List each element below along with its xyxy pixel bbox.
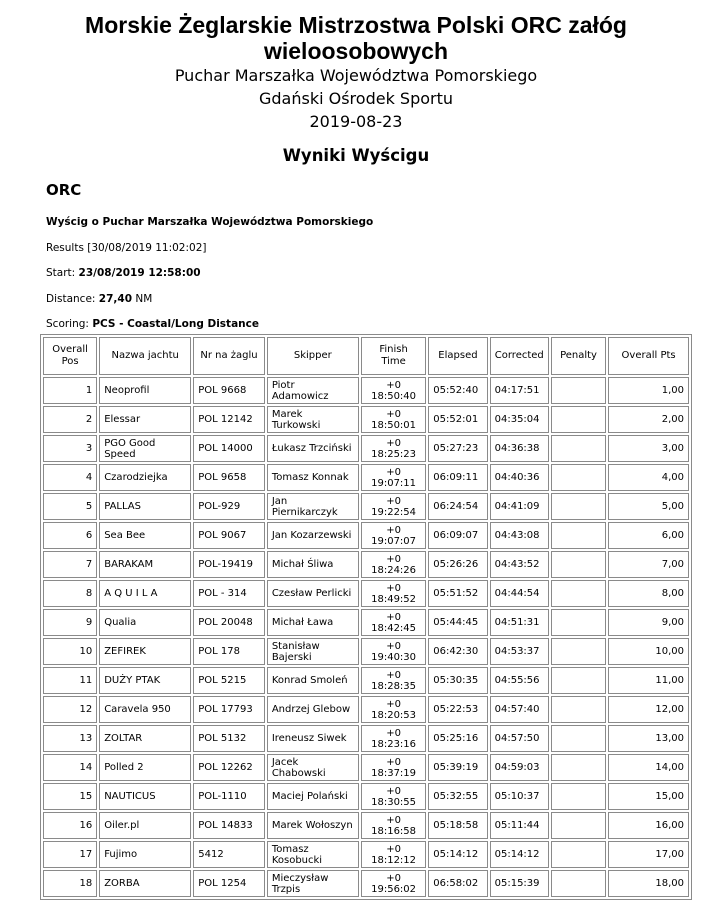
cell-sail: POL-19419 xyxy=(193,551,265,578)
cell-yacht: ZOLTAR xyxy=(99,725,191,752)
cell-skipper: Andrzej Glebow xyxy=(267,696,359,723)
finish-clock-time: 18:50:01 xyxy=(371,419,417,431)
cell-penalty xyxy=(551,667,606,694)
cell-penalty xyxy=(551,870,606,897)
cell-elapsed: 06:09:07 xyxy=(428,522,487,549)
cell-skipper: Stanisław Bajerski xyxy=(267,638,359,665)
cell-corrected: 04:43:52 xyxy=(490,551,549,578)
cell-finish xyxy=(361,580,426,607)
cell-sail: POL-1110 xyxy=(193,783,265,810)
finish-day-offset: +0 xyxy=(386,437,401,449)
cell-sail: POL 12142 xyxy=(193,406,265,433)
finish-clock-time: 18:24:26 xyxy=(371,564,417,576)
cell-sail: POL 5215 xyxy=(193,667,265,694)
cell-pos: 13 xyxy=(43,725,97,752)
cell-skipper: Marek Turkowski xyxy=(267,406,359,433)
finish-clock-time: 18:20:53 xyxy=(371,709,417,721)
cell-pos: 3 xyxy=(43,435,97,462)
cell-yacht: BARAKAM xyxy=(99,551,191,578)
cell-corrected: 04:35:04 xyxy=(490,406,549,433)
cell-penalty xyxy=(551,435,606,462)
cell-pos: 1 xyxy=(43,377,97,404)
finish-day-offset: +0 xyxy=(386,582,401,594)
event-date: 2019-08-23 xyxy=(309,112,403,131)
cell-sail: POL 5132 xyxy=(193,725,265,752)
cell-elapsed: 05:26:26 xyxy=(428,551,487,578)
class-name: ORC xyxy=(46,181,82,199)
col-header-skipper: Skipper xyxy=(267,337,359,375)
finish-day-offset: +0 xyxy=(386,611,401,623)
cell-pos: 6 xyxy=(43,522,97,549)
cell-penalty xyxy=(551,551,606,578)
cell-yacht: PALLAS xyxy=(99,493,191,520)
organizer: Gdański Ośrodek Sportu xyxy=(258,89,454,108)
cell-penalty xyxy=(551,754,606,781)
cell-penalty xyxy=(551,841,606,868)
cell-sail: POL 9658 xyxy=(193,464,265,491)
cell-yacht: Caravela 950 xyxy=(99,696,191,723)
table-row xyxy=(43,377,689,404)
table-row xyxy=(43,754,689,781)
cell-finish xyxy=(361,551,426,578)
finish-clock-time: 19:40:30 xyxy=(371,651,417,663)
cell-elapsed: 05:14:12 xyxy=(428,841,487,868)
cell-corrected: 05:14:12 xyxy=(490,841,549,868)
scoring-label: Scoring: xyxy=(46,318,89,330)
cell-corrected: 04:55:56 xyxy=(490,667,549,694)
finish-day-offset: +0 xyxy=(386,408,401,420)
cell-penalty xyxy=(551,580,606,607)
cell-finish xyxy=(361,870,426,897)
cell-corrected: 05:10:37 xyxy=(490,783,549,810)
cell-yacht: DUŻY PTAK xyxy=(99,667,191,694)
scoring-value: PCS - Coastal/Long Distance xyxy=(92,318,259,330)
table-row xyxy=(43,638,689,665)
finish-day-offset: +0 xyxy=(386,524,401,536)
table-row xyxy=(43,522,689,549)
cell-finish xyxy=(361,377,426,404)
cell-finish xyxy=(361,522,426,549)
cell-penalty xyxy=(551,493,606,520)
cell-elapsed: 05:39:19 xyxy=(428,754,487,781)
cell-yacht: Neoprofil xyxy=(99,377,191,404)
cell-skipper: Tomasz Konnak xyxy=(267,464,359,491)
cell-pos: 9 xyxy=(43,609,97,636)
cell-pts: 13,00 xyxy=(608,725,689,752)
cell-sail: POL-929 xyxy=(193,493,265,520)
cell-skipper: Mieczysław Trzpis xyxy=(267,870,359,897)
table-row xyxy=(43,493,689,520)
cell-skipper: Marek Wołoszyn xyxy=(267,812,359,839)
finish-clock-time: 18:28:35 xyxy=(371,680,417,692)
cell-corrected: 05:15:39 xyxy=(490,870,549,897)
col-header-penalty: Penalty xyxy=(551,337,606,375)
cell-elapsed: 05:22:53 xyxy=(428,696,487,723)
cell-finish xyxy=(361,783,426,810)
cell-pts: 17,00 xyxy=(608,841,689,868)
cell-penalty xyxy=(551,696,606,723)
cell-finish xyxy=(361,493,426,520)
race-name: Wyścig o Puchar Marszałka Województwa Pomorskiego xyxy=(46,216,374,228)
cell-pos: 14 xyxy=(43,754,97,781)
cell-elapsed: 05:30:35 xyxy=(428,667,487,694)
table-row xyxy=(43,406,689,433)
finish-clock-time: 18:42:45 xyxy=(371,622,417,634)
cell-sail: POL 14833 xyxy=(193,812,265,839)
cell-finish xyxy=(361,696,426,723)
cell-yacht: Polled 2 xyxy=(99,754,191,781)
cell-penalty xyxy=(551,783,606,810)
finish-clock-time: 18:30:55 xyxy=(371,796,417,808)
table-row xyxy=(43,435,689,462)
table-row xyxy=(43,609,689,636)
cell-pts: 5,00 xyxy=(608,493,689,520)
table-row xyxy=(43,551,689,578)
table-header-row xyxy=(43,337,689,375)
cell-elapsed: 06:58:02 xyxy=(428,870,487,897)
cell-sail: POL 12262 xyxy=(193,754,265,781)
cell-pts: 8,00 xyxy=(608,580,689,607)
cell-sail: POL 9668 xyxy=(193,377,265,404)
cell-skipper: Konrad Smoleń xyxy=(267,667,359,694)
table-row xyxy=(43,580,689,607)
cell-corrected: 04:40:36 xyxy=(490,464,549,491)
event-subtitle: Puchar Marszałka Województwa Pomorskiego xyxy=(174,66,538,85)
cell-penalty xyxy=(551,406,606,433)
section-title: Wyniki Wyścigu xyxy=(282,146,430,165)
cell-pts: 18,00 xyxy=(608,870,689,897)
distance-value: 27,40 xyxy=(98,293,133,305)
cell-skipper: Maciej Polański xyxy=(267,783,359,810)
col-header-pos: Overall Pos xyxy=(43,337,97,375)
finish-clock-time: 19:07:11 xyxy=(371,477,417,489)
cell-yacht: Elessar xyxy=(99,406,191,433)
cell-corrected: 04:41:09 xyxy=(490,493,549,520)
start-line xyxy=(46,267,201,279)
cell-elapsed: 05:32:55 xyxy=(428,783,487,810)
cell-pos: 10 xyxy=(43,638,97,665)
cell-penalty xyxy=(551,522,606,549)
finish-day-offset: +0 xyxy=(386,553,401,565)
col-header-elapsed: Elapsed xyxy=(428,337,487,375)
table-row xyxy=(43,841,689,868)
cell-sail: POL 14000 xyxy=(193,435,265,462)
cell-pos: 18 xyxy=(43,870,97,897)
table-row xyxy=(43,696,689,723)
cell-yacht: Oiler.pl xyxy=(99,812,191,839)
cell-elapsed: 05:27:23 xyxy=(428,435,487,462)
finish-clock-time: 18:50:40 xyxy=(371,390,417,402)
cell-corrected: 04:17:51 xyxy=(490,377,549,404)
cell-skipper: Jacek Chabowski xyxy=(267,754,359,781)
cell-sail: POL 1254 xyxy=(193,870,265,897)
cell-yacht: NAUTICUS xyxy=(99,783,191,810)
finish-day-offset: +0 xyxy=(386,669,401,681)
cell-sail: POL 178 xyxy=(193,638,265,665)
finish-day-offset: +0 xyxy=(386,379,401,391)
cell-skipper: Ireneusz Siwek xyxy=(267,725,359,752)
cell-skipper: Czesław Perlicki xyxy=(267,580,359,607)
cell-pts: 11,00 xyxy=(608,667,689,694)
finish-day-offset: +0 xyxy=(386,872,401,884)
cell-pts: 1,00 xyxy=(608,377,689,404)
finish-day-offset: +0 xyxy=(386,698,401,710)
table-row xyxy=(43,870,689,897)
finish-day-offset: +0 xyxy=(386,466,401,478)
cell-penalty xyxy=(551,725,606,752)
cell-corrected: 05:11:44 xyxy=(490,812,549,839)
event-title: Morskie Żeglarskie Mistrzostwa Polski ORC załóg wieloosobowych xyxy=(85,12,627,64)
finish-day-offset: +0 xyxy=(386,640,401,652)
table-row xyxy=(43,783,689,810)
scoring-line xyxy=(46,318,259,330)
cell-pts: 16,00 xyxy=(608,812,689,839)
cell-elapsed: 05:52:40 xyxy=(428,377,487,404)
cell-pos: 12 xyxy=(43,696,97,723)
finish-clock-time: 18:12:12 xyxy=(371,854,417,866)
cell-finish xyxy=(361,667,426,694)
finish-day-offset: +0 xyxy=(386,843,401,855)
cell-skipper: Jan Piernikarczyk xyxy=(267,493,359,520)
cell-penalty xyxy=(551,609,606,636)
cell-pos: 7 xyxy=(43,551,97,578)
start-label: Start: xyxy=(46,267,76,279)
distance-label: Distance: xyxy=(46,293,96,305)
finish-day-offset: +0 xyxy=(386,495,401,507)
cell-finish xyxy=(361,638,426,665)
cell-finish xyxy=(361,841,426,868)
results-timestamp: [30/08/2019 11:02:02] xyxy=(87,242,207,254)
results-label: Results xyxy=(46,242,84,254)
finish-day-offset: +0 xyxy=(386,727,401,739)
table-row xyxy=(43,725,689,752)
cell-pts: 12,00 xyxy=(608,696,689,723)
cell-pts: 9,00 xyxy=(608,609,689,636)
col-header-pts: Overall Pts xyxy=(608,337,689,375)
col-header-sail: Nr na żaglu xyxy=(193,337,265,375)
cell-sail: POL 17793 xyxy=(193,696,265,723)
cell-corrected: 04:51:31 xyxy=(490,609,549,636)
cell-pts: 14,00 xyxy=(608,754,689,781)
col-header-corrected: Corrected xyxy=(490,337,549,375)
results-line xyxy=(46,242,206,254)
col-header-yacht: Nazwa jachtu xyxy=(99,337,191,375)
distance-line xyxy=(46,293,152,305)
cell-sail: POL - 314 xyxy=(193,580,265,607)
cell-elapsed: 05:51:52 xyxy=(428,580,487,607)
cell-pts: 7,00 xyxy=(608,551,689,578)
cell-pts: 4,00 xyxy=(608,464,689,491)
cell-elapsed: 05:52:01 xyxy=(428,406,487,433)
cell-yacht: PGO Good Speed xyxy=(99,435,191,462)
finish-clock-time: 18:16:58 xyxy=(371,825,417,837)
cell-skipper: Łukasz Trzciński xyxy=(267,435,359,462)
finish-day-offset: +0 xyxy=(386,814,401,826)
cell-yacht: ZORBA xyxy=(99,870,191,897)
cell-corrected: 04:43:08 xyxy=(490,522,549,549)
finish-clock-time: 18:49:52 xyxy=(371,593,417,605)
cell-skipper: Michał Ława xyxy=(267,609,359,636)
col-header-finish: Finish Time xyxy=(361,337,426,375)
cell-sail: 5412 xyxy=(193,841,265,868)
cell-pos: 5 xyxy=(43,493,97,520)
cell-elapsed: 06:09:11 xyxy=(428,464,487,491)
cell-elapsed: 05:25:16 xyxy=(428,725,487,752)
cell-corrected: 04:57:50 xyxy=(490,725,549,752)
cell-pos: 15 xyxy=(43,783,97,810)
results-table xyxy=(40,334,692,900)
cell-corrected: 04:57:40 xyxy=(490,696,549,723)
cell-sail: POL 20048 xyxy=(193,609,265,636)
cell-finish xyxy=(361,609,426,636)
cell-skipper: Tomasz Kosobucki xyxy=(267,841,359,868)
cell-pts: 6,00 xyxy=(608,522,689,549)
finish-clock-time: 18:25:23 xyxy=(371,448,417,460)
cell-penalty xyxy=(551,638,606,665)
cell-corrected: 04:36:38 xyxy=(490,435,549,462)
cell-pts: 2,00 xyxy=(608,406,689,433)
cell-yacht: ZEFIREK xyxy=(99,638,191,665)
cell-penalty xyxy=(551,377,606,404)
cell-elapsed: 05:44:45 xyxy=(428,609,487,636)
cell-pos: 11 xyxy=(43,667,97,694)
cell-finish xyxy=(361,435,426,462)
report-header xyxy=(0,0,712,167)
table-row xyxy=(43,812,689,839)
cell-sail: POL 9067 xyxy=(193,522,265,549)
cell-penalty xyxy=(551,464,606,491)
start-value: 23/08/2019 12:58:00 xyxy=(78,267,201,279)
finish-clock-time: 18:37:19 xyxy=(371,767,417,779)
cell-pos: 4 xyxy=(43,464,97,491)
cell-corrected: 04:53:37 xyxy=(490,638,549,665)
cell-finish xyxy=(361,406,426,433)
cell-corrected: 04:59:03 xyxy=(490,754,549,781)
cell-finish xyxy=(361,812,426,839)
cell-elapsed: 05:18:58 xyxy=(428,812,487,839)
table-row xyxy=(43,464,689,491)
cell-yacht: Fujimo xyxy=(99,841,191,868)
distance-unit: NM xyxy=(135,293,153,305)
finish-clock-time: 19:22:54 xyxy=(371,506,417,518)
finish-clock-time: 19:56:02 xyxy=(371,883,417,895)
cell-penalty xyxy=(551,812,606,839)
cell-finish xyxy=(361,725,426,752)
cell-yacht: Czarodziejka xyxy=(99,464,191,491)
cell-yacht: Qualia xyxy=(99,609,191,636)
table-row xyxy=(43,667,689,694)
cell-pts: 15,00 xyxy=(608,783,689,810)
cell-skipper: Michał Śliwa xyxy=(267,551,359,578)
cell-pos: 16 xyxy=(43,812,97,839)
cell-yacht: Sea Bee xyxy=(99,522,191,549)
finish-clock-time: 19:07:07 xyxy=(371,535,417,547)
finish-day-offset: +0 xyxy=(386,756,401,768)
cell-pos: 17 xyxy=(43,841,97,868)
cell-finish xyxy=(361,754,426,781)
cell-elapsed: 06:42:30 xyxy=(428,638,487,665)
cell-skipper: Piotr Adamowicz xyxy=(267,377,359,404)
cell-yacht: A Q U I L A xyxy=(99,580,191,607)
cell-elapsed: 06:24:54 xyxy=(428,493,487,520)
cell-skipper: Jan Kozarzewski xyxy=(267,522,359,549)
cell-pts: 3,00 xyxy=(608,435,689,462)
cell-pos: 8 xyxy=(43,580,97,607)
cell-pts: 10,00 xyxy=(608,638,689,665)
cell-finish xyxy=(361,464,426,491)
cell-corrected: 04:44:54 xyxy=(490,580,549,607)
finish-day-offset: +0 xyxy=(386,785,401,797)
cell-pos: 2 xyxy=(43,406,97,433)
finish-clock-time: 18:23:16 xyxy=(371,738,417,750)
